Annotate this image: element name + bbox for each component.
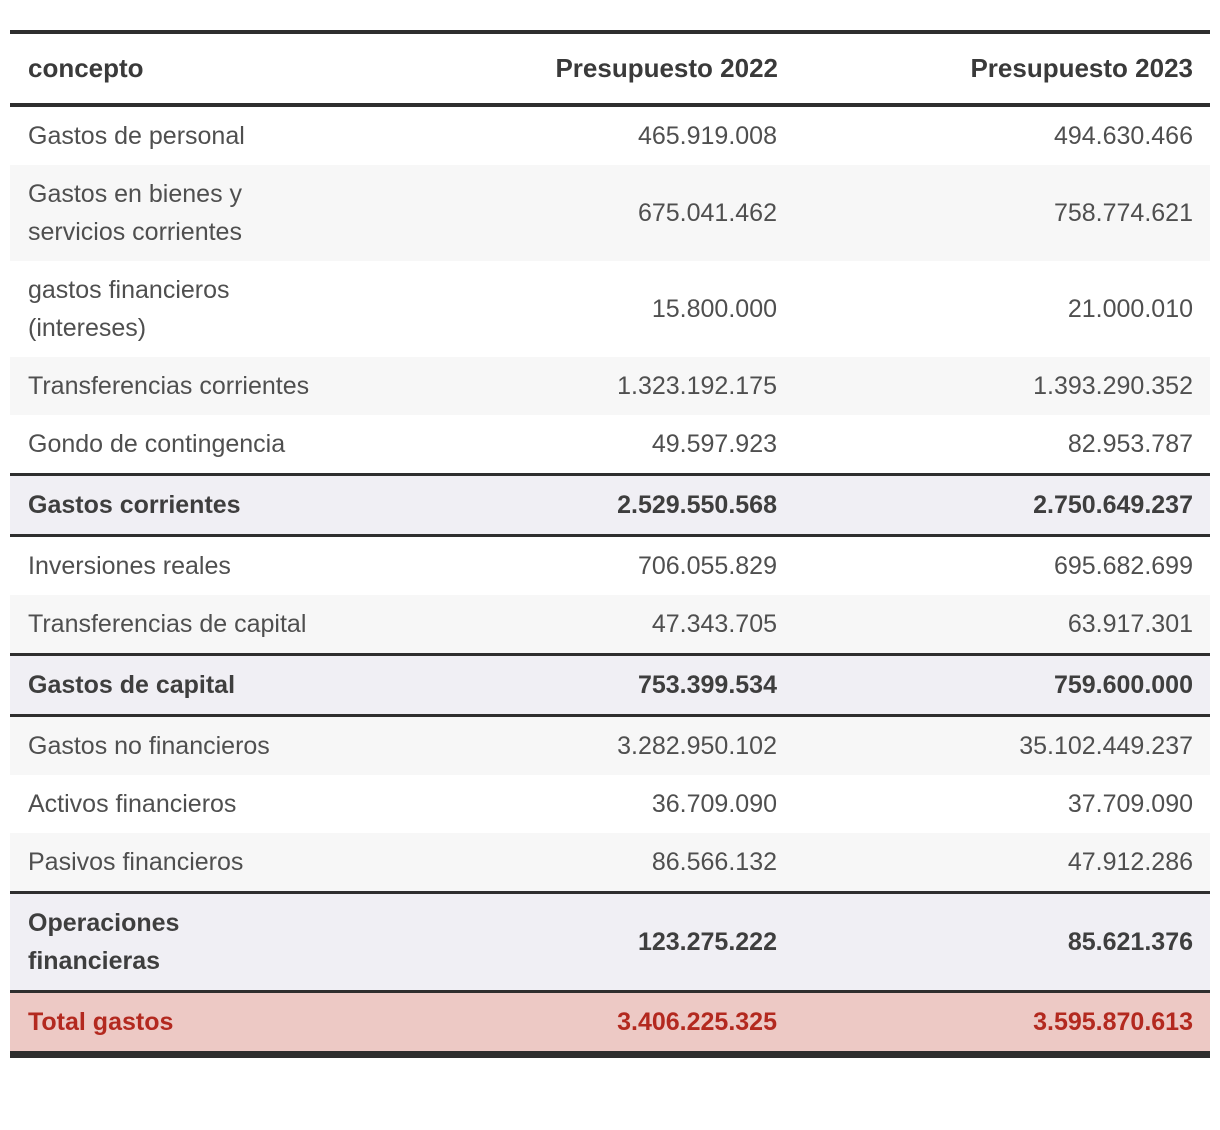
- value-2023-cell: 82.953.787: [778, 415, 1210, 475]
- value-2023-cell: 494.630.466: [778, 105, 1210, 165]
- value-2022-cell: 2.529.550.568: [378, 475, 778, 536]
- table-row: [10, 261, 1210, 357]
- value-2022-cell: 1.323.192.175: [378, 357, 778, 415]
- value-2023-cell: 35.102.449.237: [778, 716, 1210, 776]
- value-2022-cell: 49.597.923: [378, 415, 778, 475]
- value-2022-cell: 465.919.008: [378, 105, 778, 165]
- concept-cell: Total gastos: [10, 992, 378, 1055]
- concept-cell: Gastos corrientes: [10, 475, 378, 536]
- value-2023-cell: 695.682.699: [778, 536, 1210, 596]
- value-2022-cell: 706.055.829: [378, 536, 778, 596]
- concept-cell: Activos financieros: [10, 775, 378, 833]
- value-2022-cell: 36.709.090: [378, 775, 778, 833]
- subtotal-row-operaciones-financieras: [10, 893, 1210, 992]
- header-presupuesto-2022: Presupuesto 2022: [378, 32, 778, 105]
- table-row: [10, 833, 1210, 893]
- table-row: [10, 536, 1210, 596]
- value-2023-cell: 37.709.090: [778, 775, 1210, 833]
- value-2022-cell: 3.406.225.325: [378, 992, 778, 1055]
- value-2022-cell: 675.041.462: [378, 165, 778, 261]
- value-2023-cell: 63.917.301: [778, 595, 1210, 655]
- header-row: [10, 32, 1210, 105]
- table-row: [10, 595, 1210, 655]
- value-2022-cell: 15.800.000: [378, 261, 778, 357]
- concept-cell: Pasivos financieros: [10, 833, 378, 893]
- value-2022-cell: 3.282.950.102: [378, 716, 778, 776]
- value-2022-cell: 123.275.222: [378, 893, 778, 992]
- value-2023-cell: 2.750.649.237: [778, 475, 1210, 536]
- table-header: [10, 32, 1210, 105]
- budget-table: [10, 30, 1210, 1058]
- value-2023-cell: 21.000.010: [778, 261, 1210, 357]
- value-2023-cell: 758.774.621: [778, 165, 1210, 261]
- table-row: [10, 105, 1210, 165]
- table-row: [10, 775, 1210, 833]
- table-row: [10, 415, 1210, 475]
- concept-cell: Gastos de personal: [10, 105, 378, 165]
- concept-cell: Transferencias de capital: [10, 595, 378, 655]
- concept-cell: Inversiones reales: [10, 536, 378, 596]
- table-row: [10, 165, 1210, 261]
- value-2022-cell: 47.343.705: [378, 595, 778, 655]
- concept-cell: gastos financieros (intereses): [10, 261, 378, 357]
- subtotal-row-gastos-corrientes: [10, 475, 1210, 536]
- value-2023-cell: 1.393.290.352: [778, 357, 1210, 415]
- table-row: [10, 357, 1210, 415]
- concept-cell: Gastos de capital: [10, 655, 378, 716]
- concept-cell: Gondo de contingencia: [10, 415, 378, 475]
- subtotal-row-gastos-de-capital: [10, 655, 1210, 716]
- value-2023-cell: 85.621.376: [778, 893, 1210, 992]
- table-body: [10, 105, 1210, 1055]
- table-row: [10, 716, 1210, 776]
- concept-cell: Gastos no financieros: [10, 716, 378, 776]
- concept-cell: Operaciones financieras: [10, 893, 378, 992]
- concept-cell: Gastos en bienes y servicios corrientes: [10, 165, 378, 261]
- header-presupuesto-2023: Presupuesto 2023: [778, 32, 1210, 105]
- total-row-total-gastos: [10, 992, 1210, 1055]
- header-concepto: concepto: [10, 32, 378, 105]
- value-2023-cell: 3.595.870.613: [778, 992, 1210, 1055]
- concept-cell: Transferencias corrientes: [10, 357, 378, 415]
- value-2022-cell: 86.566.132: [378, 833, 778, 893]
- value-2022-cell: 753.399.534: [378, 655, 778, 716]
- value-2023-cell: 759.600.000: [778, 655, 1210, 716]
- value-2023-cell: 47.912.286: [778, 833, 1210, 893]
